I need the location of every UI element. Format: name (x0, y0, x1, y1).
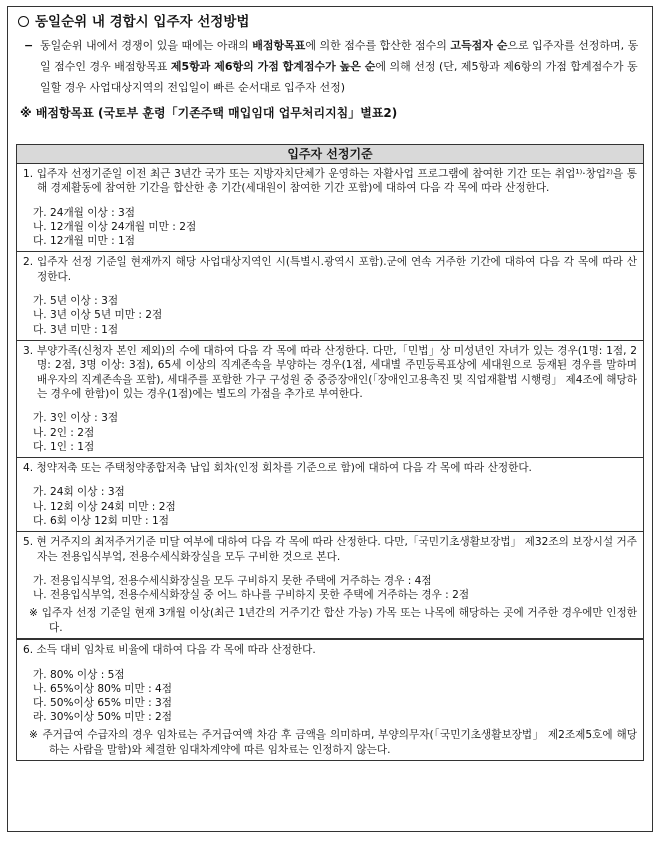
option-item: 가. 24개월 이상 : 3점 (33, 206, 136, 219)
criterion-row-4 (17, 458, 643, 532)
option-item: 가. 5년 이상 : 3점 (33, 295, 119, 308)
intro-paragraph: − 동일순위 내에서 경쟁이 있을 때에는 아래의 배점항목표에 의한 점수를 합산한 점수의 고득점자 순으로 입주자를 선정하며, 동일 점수인 경우 배점항목표 제5항과 제6항의 가점 합계점수가 높은 순에 의해 선정 (단, 제5항과 제6항의 가점 합계점수가 동일할 경우 사업대상지역의 전입일이 빠른 순서대로 입주자 선정) (24, 35, 642, 98)
option-item: 가. 24회 이상 : 3점 (33, 486, 125, 499)
criterion-row-2 (17, 252, 643, 340)
criterion-text: 2. 입주자 선정 기준일 현재까지 해당 사업대상지역인 시(특별시.광역시 포함).군에 연속 거주한 기간에 대하여 다음 각 목에 따라 산정한다. (23, 256, 637, 283)
table-header: 입주자 선정기준 (17, 145, 643, 164)
option-item: 다. 12개월 미만 : 1점 (33, 235, 136, 248)
section-title: 동일순위 내 경합시 입주자 선정방법 (18, 13, 642, 31)
criterion-note: ※ 주거급여 수급자의 경우 임차료는 주거급여액 차감 후 금액을 의미하며, 부양의무자(「국민기초생활보장법」 제2조제5호에 해당하는 사람을 말함)와 체결한 임대차계약에 따른 임차료는 인정하지 않는다. (29, 729, 637, 756)
criterion-note: ※ 입주자 선정 기준일 현재 3개월 이상(최근 1년간의 거주기간 합산 가능) 가목 또는 나목에 해당하는 곳에 거주한 경우에만 인정한다. (29, 607, 637, 634)
option-item: 라. 30%이상 50% 미만 : 2점 (33, 711, 173, 724)
option-item: 가. 3인 이상 : 3점 (33, 412, 119, 425)
option-item: 나. 65%이상 80% 미만 : 4점 (33, 682, 173, 695)
option-item: 나. 2인 : 2점 (33, 426, 95, 439)
option-item: 다. 3년 미만 : 1점 (33, 323, 119, 336)
option-item: 나. 12회 이상 24회 미만 : 2점 (33, 500, 176, 513)
dash-marker: − (24, 39, 34, 52)
criterion-text: 5. 현 거주지의 최저주거기준 미달 여부에 대하여 다음 각 목에 따라 산정한다. 다만,「국민기초생활보장법」 제32조의 보장시설 거주자는 전용입식부엌, 전용수세식화장실을 모두 구비한 것으로 본다. (23, 536, 637, 563)
criterion-row-1 (17, 164, 643, 252)
option-item: 다. 6회 이상 12회 미만 : 1점 (33, 514, 169, 527)
option-list (23, 668, 637, 725)
criterion-text: 4. 청약저축 또는 주택청약종합저축 납입 회차(인정 회차를 기준으로 함)에 대하여 다음 각 목에 따라 산정한다. (23, 462, 532, 475)
circle-bullet-icon (18, 16, 29, 27)
criterion-row-5 (17, 532, 643, 640)
document-page (7, 6, 653, 832)
option-list (23, 485, 637, 528)
criterion-text: 6. 소득 대비 임차료 비율에 대하여 다음 각 목에 따라 산정한다. (23, 644, 316, 657)
criterion-text: 3. 부양가족(신청자 본인 제외)의 수에 대하여 다음 각 목에 따라 산정한다. 다만,「민법」상 미성년인 자녀가 있는 경우(1명: 1점, 2명: 2점, 3명 이상: 3점), 65세 이상의 직계존속을 부양하는 경우(1점, 세대별 주민등록표상에 세대원으로 등재된 경우를 말하며 배우자의 직계존속을 포함), 세대주를 포함한 가구 구성원 중 중증장애인(「장애인고용촉진 및 직업재활법 시행령」 제4조에 해당하는 경우에 한함)이 있는 경우(1점)에는 별도의 가점을 추가로 부여한다. (23, 344, 637, 401)
option-item: 다. 50%이상 65% 미만 : 3점 (33, 696, 173, 709)
scoring-table-caption: ※ 배점항목표 (국토부 훈령「기존주택 매입임대 업무처리지침」별표2) (20, 106, 398, 120)
option-item: 나. 전용입식부엌, 전용수세식화장실 중 어느 하나를 구비하지 못한 주택에 거주하는 경우 : 2점 (33, 589, 470, 602)
scoring-table (16, 144, 644, 761)
option-item: 가. 80% 이상 : 5점 (33, 668, 125, 681)
criterion-text: 1. 입주자 선정기준일 이전 최근 3년간 국가 또는 지방자치단체가 운영하는 자활사업 프로그램에 참여한 기간 또는 취업¹⁾·창업²⁾을 통해 경제활동에 참여한 기간을 합산한 총 기간(세대원이 참여한 기간 포함)에 대하여 다음 각 목에 따라 산정한다. (23, 168, 637, 195)
option-item: 나. 12개월 이상 24개월 미만 : 2점 (33, 221, 197, 234)
criterion-row-3 (17, 341, 643, 458)
option-list (23, 411, 637, 454)
option-item: 나. 3년 이상 5년 미만 : 2점 (33, 309, 163, 322)
option-list (23, 206, 637, 249)
criterion-row-6 (17, 640, 643, 760)
option-item: 가. 전용입식부엌, 전용수세식화장실을 모두 구비하지 못한 주택에 거주하는 경우 : 4점 (33, 574, 432, 587)
option-list (23, 294, 637, 337)
option-item: 다. 1인 : 1점 (33, 440, 95, 453)
header-section (8, 7, 652, 122)
option-list (23, 574, 637, 602)
